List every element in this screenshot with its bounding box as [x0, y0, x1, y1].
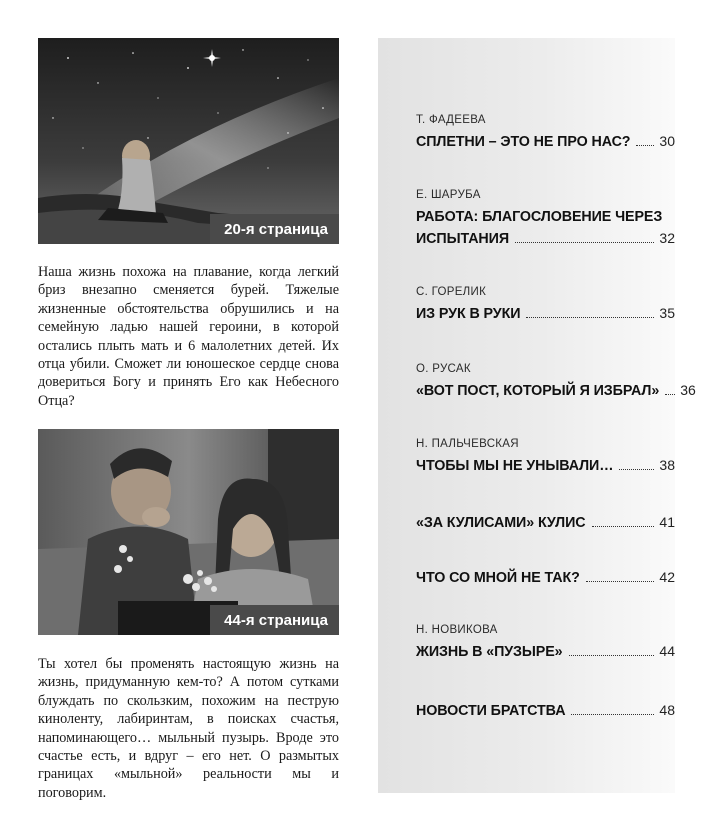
- toc-title[interactable]: «ВОТ ПОСТ, КОТОРЫЙ Я ИЗБРАЛ»: [416, 383, 660, 399]
- toc-entry[interactable]: [416, 286, 675, 325]
- toc-title[interactable]: НОВОСТИ БРАТСТВА: [416, 703, 566, 719]
- toc-entry[interactable]: [416, 189, 675, 250]
- toc-entry[interactable]: [416, 114, 675, 153]
- toc-author: Н. НОВИКОВА: [416, 624, 498, 636]
- toc-entry[interactable]: [416, 567, 675, 589]
- toc-title[interactable]: «ЗА КУЛИСАМИ» КУЛИС: [416, 515, 586, 531]
- toc-entry[interactable]: [416, 438, 675, 477]
- dot-leader: [592, 526, 655, 527]
- toc-page-number: 35: [659, 305, 675, 321]
- dot-leader: [586, 581, 655, 582]
- dot-leader: [619, 469, 654, 470]
- article-photo-couple-tv: [38, 429, 339, 635]
- article-photo-night-sky: [38, 38, 339, 244]
- toc-title[interactable]: ЧТО СО МНОЙ НЕ ТАК?: [416, 570, 580, 586]
- dot-leader: [571, 714, 654, 715]
- toc-page-number: 38: [659, 457, 675, 473]
- toc-page-number: 36: [680, 382, 696, 398]
- toc-page-number: 48: [659, 702, 675, 718]
- toc-title[interactable]: РАБОТА: БЛАГОСЛОВЕНИЕ ЧЕРЕЗ: [416, 209, 663, 225]
- toc-author: О. РУСАК: [416, 363, 471, 375]
- toc-title[interactable]: ЧТОБЫ МЫ НЕ УНЫВАЛИ…: [416, 458, 614, 474]
- table-of-contents: [378, 38, 696, 793]
- toc-page-number: 42: [659, 569, 675, 585]
- toc-entry[interactable]: [416, 512, 675, 534]
- toc-author: С. ГОРЕЛИК: [416, 286, 487, 298]
- toc-author: Т. ФАДЕЕВА: [416, 114, 486, 126]
- dot-leader: [665, 394, 675, 395]
- article-blurb: Наша жизнь похожа на плавание, когда легкий бриз внезапно сменяется бурей. Тяжелые жизненные обстоятельства обрушились и на семейную ладью нашей героини, в которой остались плыть мать и 6 малолетних детей. Их отца убили. Сможет ли юношеское сердце снова довериться Богу и принять Его как Небесного Отца?: [38, 264, 339, 409]
- dot-leader: [515, 242, 654, 243]
- toc-author: Н. ПАЛЬЧЕВСКАЯ: [416, 438, 519, 450]
- toc-title[interactable]: ЖИЗНЬ В «ПУЗЫРЕ»: [416, 644, 563, 660]
- toc-page-number: 44: [659, 643, 675, 659]
- toc-entry[interactable]: [416, 363, 696, 402]
- toc-author: Е. ШАРУБА: [416, 189, 481, 201]
- toc-title-continued[interactable]: ИСПЫТАНИЯ: [416, 231, 510, 247]
- dot-leader: [526, 317, 654, 318]
- toc-title[interactable]: ИЗ РУК В РУКИ: [416, 306, 521, 322]
- toc-entry[interactable]: [416, 700, 675, 722]
- page-badge: 20-я страница: [210, 214, 339, 244]
- toc-title[interactable]: СПЛЕТНИ – ЭТО НЕ ПРО НАС?: [416, 134, 631, 150]
- toc-entry[interactable]: [416, 624, 675, 663]
- toc-page-number: 32: [659, 230, 675, 246]
- dot-leader: [636, 145, 654, 146]
- toc-page-number: 30: [659, 133, 675, 149]
- page-badge: 44-я страница: [210, 605, 339, 635]
- toc-page-number: 41: [659, 514, 675, 530]
- dot-leader: [569, 655, 655, 656]
- article-blurb: Ты хотел бы променять настоящую жизнь на жизнь, придуманную кем-то? А потом сутками блуждать по скользким, похожим на пеструю киноленту, лабиринтам, в поисках счастья, напоминающего… мыльный пузырь. Вроде это счастье есть, и вдруг – его нет. О размытых границах «мыльной» реальности мы и поговорим.: [38, 656, 339, 801]
